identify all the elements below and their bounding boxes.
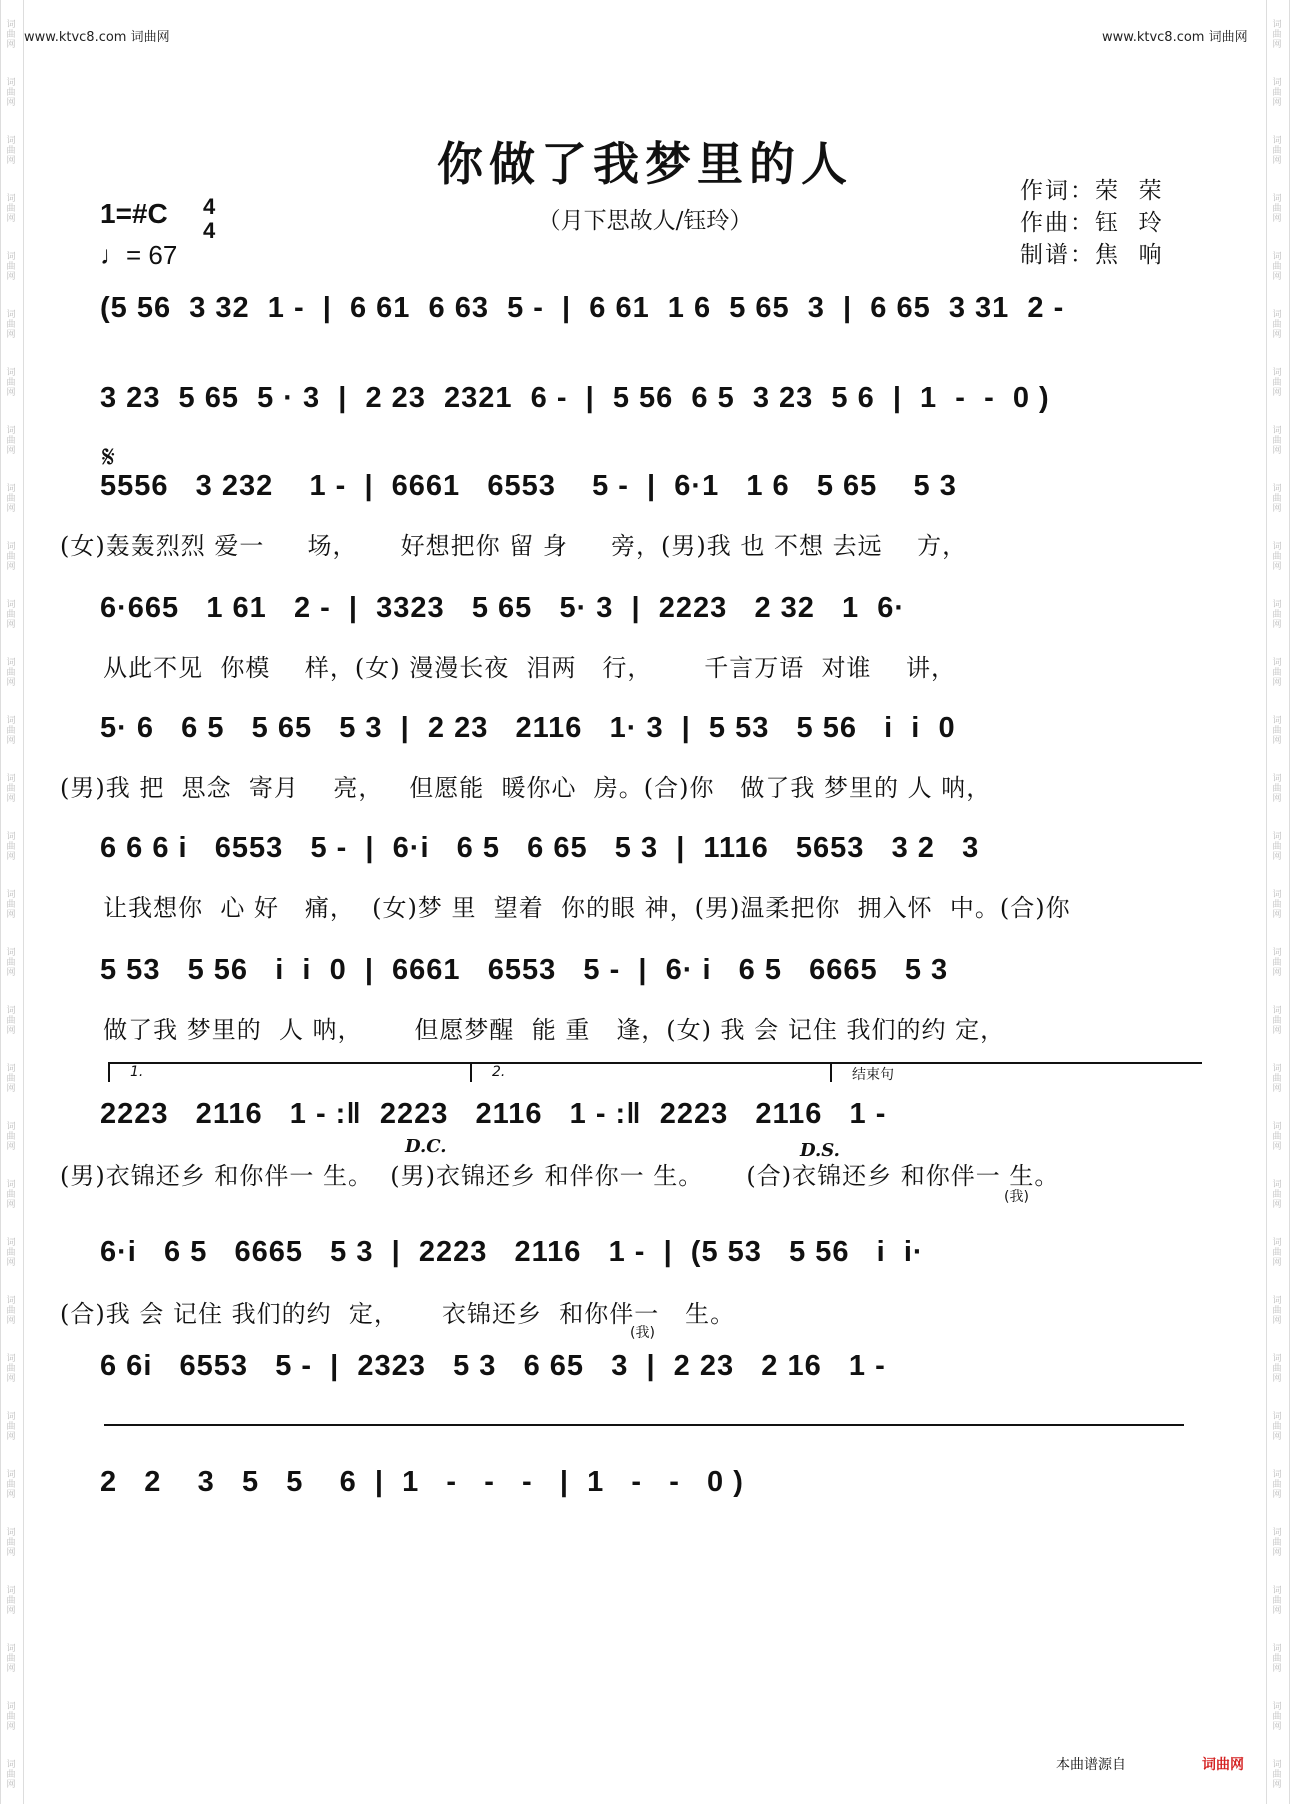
notation-line: 3 23 5 65 5 · 3 | 2 23 2321 6 - | 5 56 6 5 3 23 5 6 | 1 - - 0 ) (100, 382, 1050, 414)
side-watermark: 词曲网 (1272, 1644, 1282, 1674)
footer-source-label: 本曲谱源自 (1056, 1757, 1126, 1773)
dal-segno-mark: D.S. (800, 1140, 840, 1161)
side-watermark: 词曲网 (6, 1644, 16, 1674)
notation-line: 5 53 5 56 i i 0 | 6661 6553 5 - | 6· i 6 5 6665 5 3 (100, 954, 949, 986)
score-row (100, 292, 1190, 336)
side-watermark: 词曲网 (1272, 890, 1282, 920)
side-watermark: 词曲网 (6, 426, 16, 456)
side-watermark: 词曲网 (6, 1470, 16, 1500)
time-signature-bottom: 4 (203, 218, 216, 243)
side-watermark: 词曲网 (1272, 658, 1282, 688)
side-watermark: 词曲网 (6, 310, 16, 340)
score-row (100, 1466, 1190, 1510)
score-row (100, 712, 1190, 756)
side-watermark: 词曲网 (1272, 1064, 1282, 1094)
side-watermark: 词曲网 (6, 1760, 16, 1790)
score-row (100, 1350, 1190, 1394)
side-watermark: 词曲网 (6, 1702, 16, 1732)
side-watermark: 词曲网 (6, 368, 16, 398)
side-watermark: 词曲网 (1272, 1238, 1282, 1268)
side-watermark: 词曲网 (1272, 1586, 1282, 1616)
side-watermark: 词曲网 (1272, 1122, 1282, 1152)
score-row (100, 954, 1190, 998)
side-watermark: 词曲网 (1272, 1354, 1282, 1384)
side-watermark: 词曲网 (6, 1006, 16, 1036)
side-watermark: 词曲网 (1272, 600, 1282, 630)
side-watermark: 词曲网 (1272, 484, 1282, 514)
side-watermark: 词曲网 (1272, 542, 1282, 572)
side-watermark: 词曲网 (6, 716, 16, 746)
score-row (100, 1098, 1190, 1142)
notation-line: 5· 6 6 5 5 65 5 3 | 2 23 2116 1· 3 | 5 53 5 56 i i 0 (100, 712, 956, 744)
side-watermark: 词曲网 (1272, 368, 1282, 398)
score-row (100, 382, 1190, 426)
notation-line: 6·665 1 61 2 - | 3323 5 65 5· 3 | 2223 2 32 1 6· (100, 592, 906, 624)
side-watermark: 词曲网 (1272, 1412, 1282, 1442)
score-row (100, 592, 1190, 636)
da-capo-mark: D.C. (405, 1136, 447, 1157)
side-watermark: 词曲网 (6, 600, 16, 630)
side-watermark: 词曲网 (6, 1354, 16, 1384)
side-watermark: 词曲网 (6, 948, 16, 978)
side-watermark: 词曲网 (6, 1064, 16, 1094)
notation-line: 2 2 3 5 5 6 | 1 - - - | 1 - - 0 ) (100, 1466, 744, 1498)
side-watermark: 词曲网 (6, 1528, 16, 1558)
side-watermark: 词曲网 (1272, 832, 1282, 862)
site-url-left: www.ktvc8.com 词曲网 (24, 30, 170, 45)
side-watermark: 词曲网 (6, 252, 16, 282)
lyricist-credit: 作词：荣 荣 (1020, 178, 1164, 204)
side-watermark: 词曲网 (1272, 716, 1282, 746)
lyric-line: (男)我 把 思念 寄月 亮， 但愿能 暖你心 房。(合)你 做了我 梦里的 人 呐， (60, 774, 992, 802)
side-watermark: 词曲网 (6, 484, 16, 514)
side-watermark: 词曲网 (1272, 1760, 1282, 1790)
song-title: 你做了我梦里的人 (437, 137, 853, 191)
side-watermark: 词曲网 (6, 1238, 16, 1268)
segno-sign: 𝄋 (102, 440, 115, 475)
side-watermark: 词曲网 (1272, 426, 1282, 456)
first-ending-bracket (108, 1062, 485, 1082)
ending-label: 结束句 (852, 1067, 894, 1083)
side-watermark: 词曲网 (6, 78, 16, 108)
side-watermark: 词曲网 (6, 890, 16, 920)
side-watermark: 词曲网 (6, 658, 16, 688)
side-watermark: 词曲网 (6, 194, 16, 224)
side-watermark: 词曲网 (1272, 194, 1282, 224)
tempo-marking: ♩= 67 (100, 240, 178, 270)
side-watermark: 词曲网 (1272, 78, 1282, 108)
side-watermark: 词曲网 (1272, 1702, 1282, 1732)
side-watermark: 词曲网 (6, 1296, 16, 1326)
notation-line: (5 56 3 32 1 - | 6 61 6 63 5 - | 6 61 1 6 5 65 3 | 6 65 3 31 2 - (100, 292, 1065, 324)
side-watermark: 词曲网 (6, 832, 16, 862)
lyric-line: 让我想你 心 好 痛， (女)梦 里 望着 你的眼 神，(男)温柔把你 拥入怀 中。(合)你 (60, 894, 1071, 922)
final-system-line (104, 1424, 1184, 1426)
side-watermark: 词曲网 (1272, 1470, 1282, 1500)
me-annotation-1: (我) (1004, 1189, 1029, 1205)
side-watermark: 词曲网 (1272, 136, 1282, 166)
time-signature (203, 195, 215, 243)
side-watermark: 词曲网 (6, 1180, 16, 1210)
side-watermark: 词曲网 (1272, 1180, 1282, 1210)
ending-bracket (830, 1062, 1202, 1082)
lyric-line: (男)衣锦还乡 和你伴一 生。 (男)衣锦还乡 和伴你一 生。 (合)衣锦还乡 和你伴一 生。 (60, 1162, 1060, 1190)
song-subtitle: （月下思故人/钰玲） (537, 208, 753, 234)
notation-line: 5556 3 232 1 - | 6661 6553 5 - | 6·1 1 6 5 65 5 3 (100, 470, 957, 502)
notation-line: 6·i 6 5 6665 5 3 | 2223 2116 1 - | (5 53 5 56 i i· (100, 1236, 924, 1268)
notation-line: 6 6i 6553 5 - | 2323 5 3 6 65 3 | 2 23 2 16 1 - (100, 1350, 886, 1382)
composer-credit: 作曲：钰 玲 (1020, 210, 1164, 236)
time-signature-top: 4 (203, 194, 216, 219)
first-ending-label: 1. (130, 1064, 144, 1080)
side-watermark: 词曲网 (1272, 310, 1282, 340)
side-watermark: 词曲网 (1272, 20, 1282, 50)
side-watermark: 词曲网 (1272, 1006, 1282, 1036)
site-url-right: www.ktvc8.com 词曲网 (1102, 30, 1248, 45)
notation-line: 6 6 6 i 6553 5 - | 6·i 6 5 6 65 5 3 | 1116 5653 3 2 3 (100, 832, 980, 864)
score-row (100, 832, 1190, 876)
side-watermark: 词曲网 (1272, 1528, 1282, 1558)
footer-brand: 词曲网 (1202, 1757, 1244, 1773)
lyric-line: (女)轰轰烈烈 爱一 场， 好想把你 留 身 旁，(男)我 也 不想 去远 方， (60, 532, 968, 560)
side-watermark: 词曲网 (6, 136, 16, 166)
side-watermark: 词曲网 (6, 1586, 16, 1616)
lyric-line: 做了我 梦里的 人 呐， 但愿梦醒 能 重 逢，(女) 我 会 记住 我们的约 定， (60, 1016, 1006, 1044)
side-watermark: 词曲网 (6, 774, 16, 804)
side-watermark: 词曲网 (1272, 252, 1282, 282)
side-watermark: 词曲网 (6, 542, 16, 572)
score-row (100, 1236, 1190, 1280)
side-watermark: 词曲网 (6, 1122, 16, 1152)
lyric-line: 从此不见 你模 样，(女) 漫漫长夜 泪两 行， 千言万语 对谁 讲， (60, 654, 956, 682)
arranger-credit: 制谱：焦 响 (1020, 242, 1164, 268)
side-watermark: 词曲网 (1272, 1296, 1282, 1326)
side-watermark: 词曲网 (6, 1412, 16, 1442)
lyric-line: (合)我 会 记住 我们的约 定， 衣锦还乡 和你伴一 生。 (60, 1300, 736, 1328)
second-ending-label: 2. (492, 1064, 506, 1080)
side-watermark: 词曲网 (6, 20, 16, 50)
side-watermark: 词曲网 (1272, 948, 1282, 978)
second-ending-bracket (470, 1062, 844, 1082)
key-signature: 1=#C (100, 198, 168, 229)
me-annotation-2: (我) (630, 1325, 655, 1341)
notation-line: 2223 2116 1 - :‖ 2223 2116 1 - :‖ 2223 2116 1 - (100, 1098, 887, 1130)
side-watermark: 词曲网 (1272, 774, 1282, 804)
score-row (100, 470, 1190, 514)
